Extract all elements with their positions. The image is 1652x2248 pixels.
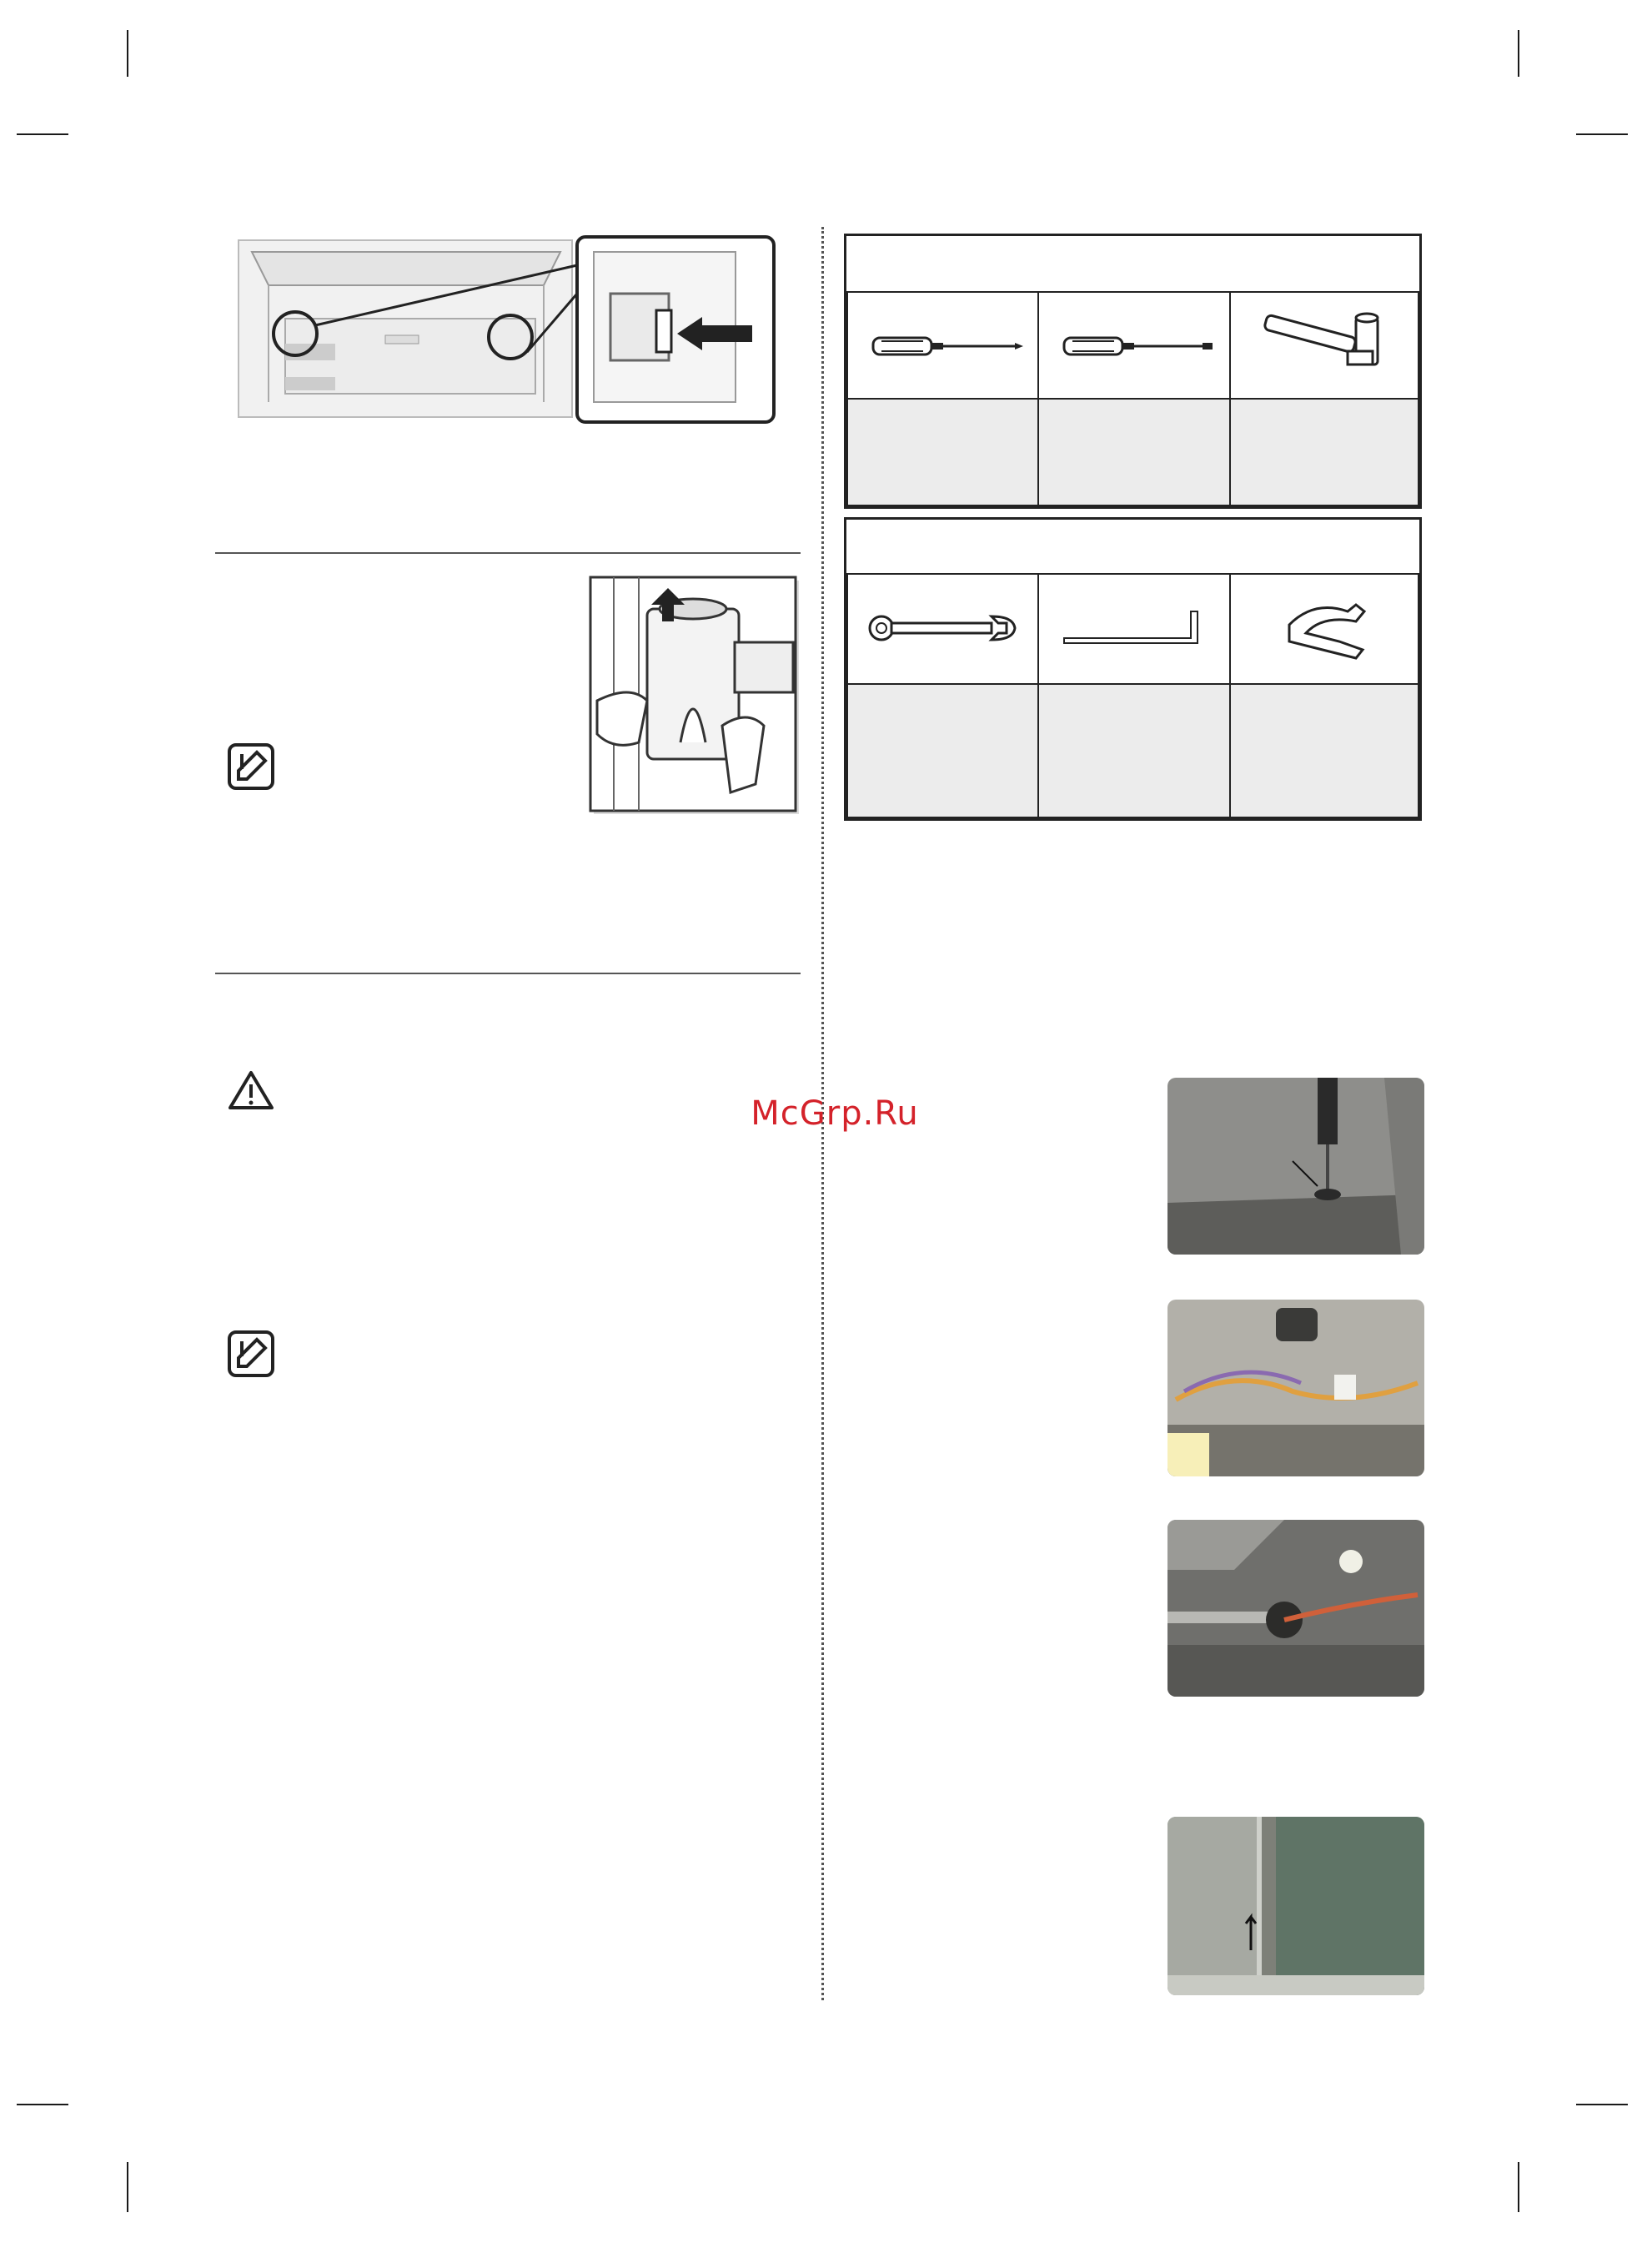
tool-label-cell <box>1037 683 1231 818</box>
photo-wire-harness <box>1167 1300 1424 1476</box>
tools-table-header-right <box>1229 520 1419 575</box>
tools-table-header-left <box>846 520 1231 575</box>
crop-mark <box>1518 2162 1519 2212</box>
socket-wrench-icon <box>1231 293 1418 398</box>
crop-mark <box>1518 30 1519 77</box>
photo-drill-hole <box>1167 1078 1424 1255</box>
flat-screwdriver-icon <box>1039 293 1229 398</box>
fridge-interior-illustration <box>235 235 777 424</box>
warning-triangle-icon <box>227 1069 275 1111</box>
tool-cell-flat-screwdriver <box>1037 291 1231 400</box>
note-pencil-icon <box>227 1330 275 1378</box>
photo-door-arrow <box>1167 1817 1424 1995</box>
crop-mark <box>1576 2104 1628 2105</box>
section-divider <box>215 552 801 554</box>
crop-mark <box>1576 133 1628 135</box>
tools-table-top <box>844 234 1422 509</box>
crop-mark <box>17 133 68 135</box>
crop-mark <box>127 30 128 77</box>
tools-table-header <box>846 236 1419 293</box>
tool-label-cell <box>1229 683 1419 818</box>
hex-key-icon <box>1039 575 1229 683</box>
tools-table-bottom <box>844 517 1422 821</box>
tool-cell-phillips-screwdriver <box>846 291 1039 400</box>
watermark: McGrp.Ru <box>751 1094 919 1133</box>
tool-label-cell <box>846 398 1039 506</box>
crop-mark <box>127 2162 128 2212</box>
combination-wrench-icon <box>848 575 1037 683</box>
tool-label-cell <box>1229 398 1419 506</box>
note-pencil-icon <box>227 742 275 791</box>
phillips-screwdriver-icon <box>848 293 1037 398</box>
tool-label-cell <box>1037 398 1231 506</box>
water-tank-illustration <box>589 576 804 817</box>
tool-cell-combination-wrench <box>846 573 1039 685</box>
crop-mark <box>17 2104 68 2105</box>
section-divider <box>215 973 801 974</box>
tool-cell-hex-key <box>1037 573 1231 685</box>
tool-cell-clip <box>1229 573 1419 685</box>
tool-cell-socket-wrench <box>1229 291 1419 400</box>
clip-icon <box>1231 575 1418 683</box>
photo-wrench-hinge <box>1167 1520 1424 1697</box>
tool-label-cell <box>846 683 1039 818</box>
